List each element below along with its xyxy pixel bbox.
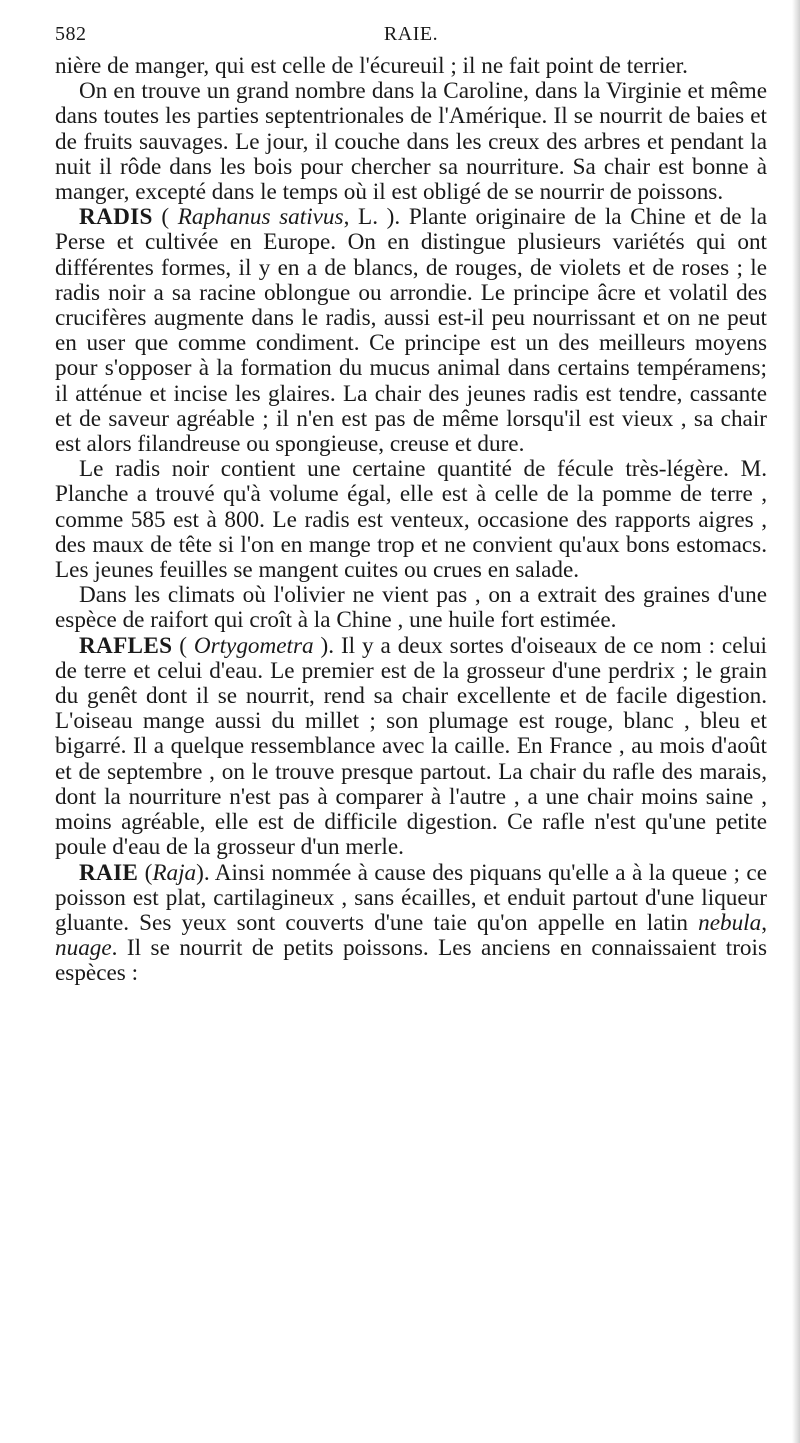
- paragraph: [55, 457, 767, 583]
- italic-term: Ortygometra: [193, 632, 314, 659]
- text-run: Dans les climats où l'olivier ne vient pas , on a extrait des graines d'une espèce de raifort qui croît à la Chine , une huile fort estimée.: [55, 582, 767, 634]
- text-run: . Il se nourrit de petits poissons. Les anciens en connaissaient trois espèces :: [55, 935, 767, 987]
- italic-term: nebula: [698, 909, 762, 936]
- text-run: ). Ainsi nommée à cause des piquans qu'elle a à la queue ; ce poisson est plat, cartilagineux , sans écailles, et enduit partout d'une liqueur gluante. Ses yeux sont couverts d'une taie qu'on appelle en latin: [55, 859, 767, 936]
- page-number: 582: [55, 23, 87, 45]
- page-edge-shadow: [792, 0, 800, 1443]
- text-run: (: [172, 632, 194, 659]
- paragraph: [55, 79, 767, 205]
- paragraph: [55, 861, 767, 987]
- italic-term: Raphanus sativus: [177, 204, 344, 231]
- text-run: Le radis noir contient une certaine quantité de fécule très-légère. M. Planche a trouvé qu'à volume égal, elle est à celle de la pomme de terre , comme 585 est à 800. Le radis est venteux, occasione des rapports aigres , des maux de tête si l'on en mange trop et ne convient qu'aux bons estomacs. Les jeunes feuilles se mangent cuites ou crues en salade.: [55, 456, 767, 584]
- running-head: [55, 20, 767, 48]
- paragraph: [55, 583, 767, 633]
- text-run: ,: [761, 909, 767, 936]
- text-run: , L. ). Plante originaire de la Chine et de la Perse et cultivée en Europe. On en distingue plusieurs variétés qui ont différentes formes, il y en a de blancs, de rouges, de violets et de roses ; le radis noir a sa racine oblongue ou arrondie. Le principe âcre et volatil des crucifères augmente dans le radis, aussi est-il peu nourrissant et on ne peut en user que comme condiment. Ce principe est un des meilleurs moyens pour s'opposer à la formation du mucus animal dans certains tempéramens; il atténue et incise les glaires. La chair des jeunes radis est tendre, cassante et de saveur agréable ; il n'en est pas de même lorsqu'il est vieux , sa chair est alors filandreuse ou spongieuse, creuse et dure.: [55, 204, 767, 458]
- entry-headword: RAIE: [79, 859, 139, 886]
- text-run: (: [152, 204, 178, 231]
- text-run: (: [138, 859, 153, 886]
- text-run: nière de manger, qui est celle de l'écureuil ; il ne fait point de terrier.: [55, 53, 688, 79]
- entry-headword: RADIS: [79, 204, 153, 231]
- paragraph: [55, 205, 767, 457]
- paragraph: [55, 54, 767, 79]
- italic-term: nuage: [55, 935, 112, 962]
- italic-term: Raja: [152, 859, 197, 886]
- entry-headword: RAFLES: [79, 632, 173, 659]
- book-page: [55, 20, 767, 1430]
- body-text: [55, 54, 767, 987]
- text-run: On en trouve un grand nombre dans la Caroline, dans la Virginie et même dans toutes les parties septentrionales de l'Amérique. Il se nourrit de baies et de fruits sauvages. Le jour, il couche dans les creux des arbres et pendant la nuit il rôde dans les bois pour chercher sa nourriture. Sa chair est bonne à manger, excepté dans le temps où il est obligé de se nourrir de poissons.: [55, 78, 767, 206]
- running-title: RAIE.: [383, 23, 439, 45]
- paragraph: [55, 634, 767, 861]
- text-run: ). Il y a deux sortes d'oiseaux de ce nom : celui de terre et celui d'eau. Le premier est de la grosseur d'une perdrix ; le grain du genêt dont il se nourrit, rend sa chair excellente et de facile digestion. L'oiseau mange aussi du millet ; son plumage est rouge, blanc , bleu et bigarré. Il a quelque ressemblance avec la caille. En France , au mois d'août et de septembre , on le trouve presque partout. La chair du rafle des marais, dont la nourriture n'est pas à comparer à l'autre , a une chair moins saine , moins agréable, elle est de difficile digestion. Ce rafle n'est qu'une petite poule d'eau de la grosseur d'un merle.: [55, 632, 767, 861]
